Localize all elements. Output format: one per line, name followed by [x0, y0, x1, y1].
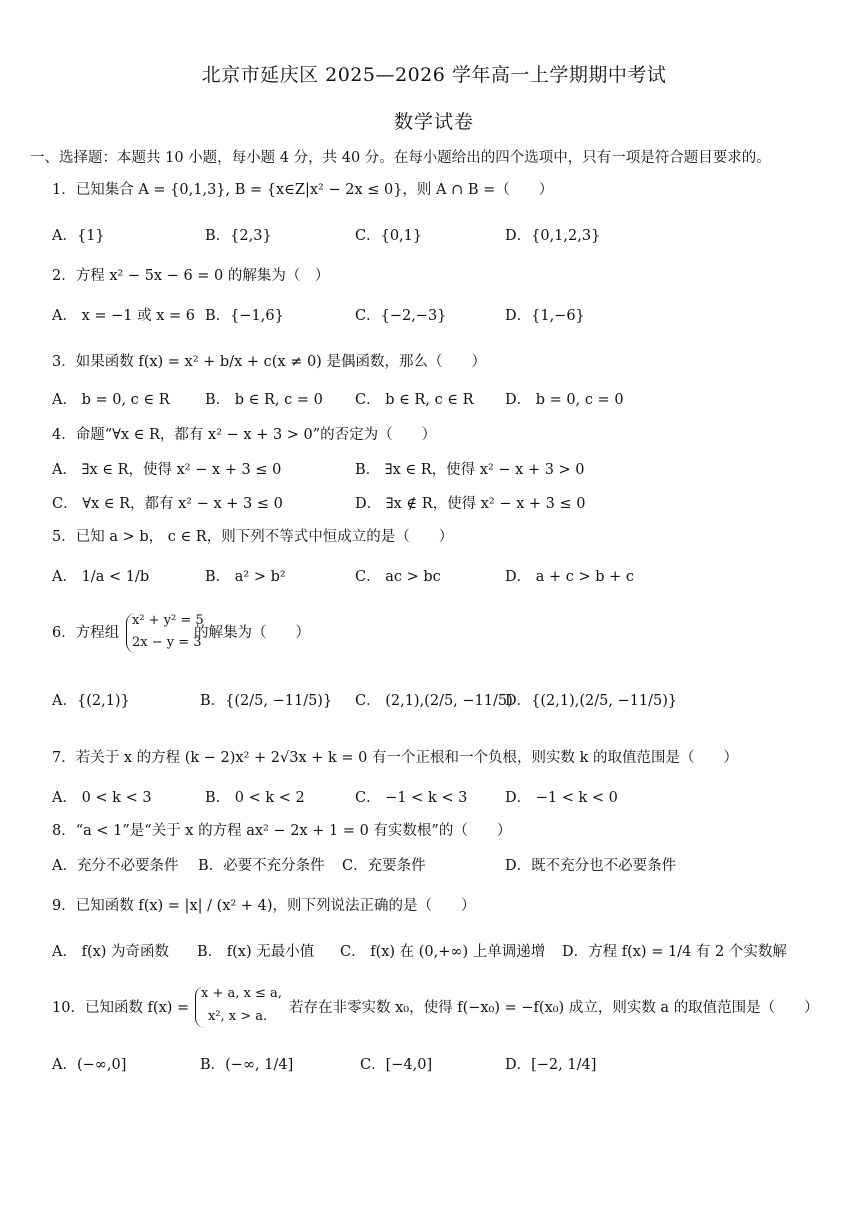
q8-option-a: A．充分不必要条件	[52, 858, 179, 874]
q6-option-b: B．{(2/5, −11/5)}	[200, 693, 333, 709]
q2-option-b: B．{−1,6}	[205, 308, 284, 324]
q2-option-d: D．{1,−6}	[505, 308, 585, 324]
q2-option-c: C．{−2,−3}	[355, 308, 447, 324]
exam-subtitle: 数学试卷	[393, 111, 474, 133]
question-2-stem: 2．方程 x² − 5x − 6 = 0 的解集为（ ）	[52, 268, 330, 284]
q3-option-b: B． b ∈ R, c = 0	[205, 392, 323, 408]
exam-title: 北京市延庆区 2025—2026 学年高一上学期期中考试	[201, 64, 667, 86]
q10-piece-2: x², x > a.	[208, 1009, 268, 1024]
q4-option-a: A． ∃x ∈ R，使得 x² − x + 3 ≤ 0	[52, 462, 282, 478]
q9-option-a: A． f(x) 为奇函数	[52, 944, 170, 960]
question-10-stem-post: 若存在非零实数 x₀，使得 f(−x₀) = −f(x₀) 成立，则实数 a 的取值范围是（ ）	[289, 1000, 819, 1016]
q7-option-d: D． −1 < k < 0	[505, 790, 618, 806]
question-4-stem: 4．命题“∀x ∈ R，都有 x² − x + 3 > 0”的否定为（ ）	[52, 427, 437, 443]
q1-option-c: C．{0,1}	[355, 228, 423, 244]
q4-option-d: D． ∃x ∉ R，使得 x² − x + 3 ≤ 0	[355, 496, 586, 512]
q4-option-c: C． ∀x ∈ R，都有 x² − x + 3 ≤ 0	[52, 496, 283, 512]
question-6-stem-pre: 6．方程组	[52, 625, 120, 641]
q10-option-b: B．(−∞, 1/4]	[200, 1057, 294, 1073]
q9-option-c: C． f(x) 在 (0,+∞) 上单调递增	[340, 944, 546, 960]
q6-option-c: C． (2,1),(2/5, −11/5)	[355, 693, 513, 709]
question-1-stem: 1．已知集合 A = {0,1,3}, B = {x∈Z|x² − 2x ≤ 0}，则 A ∩ B =（ ）	[52, 182, 554, 198]
q9-option-d: D．方程 f(x) = 1/4 有 2 个实数解	[562, 944, 787, 960]
question-7-stem: 7．若关于 x 的方程 (k − 2)x² + 2√3x + k = 0 有一个正根和一个负根，则实数 k 的取值范围是（ ）	[52, 750, 739, 766]
question-5-stem: 5．已知 a > b， c ∈ R，则下列不等式中恒成立的是（ ）	[52, 529, 454, 545]
q10-option-c: C．[−4,0]	[360, 1057, 433, 1073]
section-heading: 一、选择题：本题共 10 小题，每小题 4 分，共 40 分。在每小题给出的四个选项中，只有一项是符合题目要求的。	[30, 150, 771, 166]
q5-option-b: B． a² > b²	[205, 569, 286, 585]
q5-option-a: A． 1/a < 1/b	[52, 569, 150, 585]
q9-option-b: B． f(x) 无最小值	[197, 944, 315, 960]
q7-option-c: C． −1 < k < 3	[355, 790, 468, 806]
q5-option-c: C． ac > bc	[355, 569, 441, 585]
question-10-stem-pre: 10．已知函数 f(x) =	[52, 1000, 190, 1016]
q6-equation-1: x² + y² = 5	[132, 613, 204, 628]
question-6-stem-post: 的解集为（ ）	[194, 625, 310, 641]
q10-option-d: D．[−2, 1/4]	[505, 1057, 597, 1073]
q8-option-b: B．必要不充分条件	[198, 858, 325, 874]
q1-option-b: B．{2,3}	[205, 228, 272, 244]
q4-option-b: B． ∃x ∈ R，使得 x² − x + 3 > 0	[355, 462, 585, 478]
q10-piece-1: x + a, x ≤ a,	[201, 986, 282, 1001]
q6-equation-2: 2x − y = 3	[132, 635, 202, 650]
q3-option-a: A． b = 0, c ∈ R	[52, 392, 170, 408]
q7-option-b: B． 0 < k < 2	[205, 790, 305, 806]
q6-option-d: D．{(2,1),(2/5, −11/5)}	[505, 693, 678, 709]
q2-option-a: A． x = −1 或 x = 6	[52, 308, 195, 324]
question-8-stem: 8．“a < 1”是“关于 x 的方程 ax² − 2x + 1 = 0 有实数根”的（ ）	[52, 823, 512, 839]
q3-option-d: D． b = 0, c = 0	[505, 392, 624, 408]
q1-option-a: A．{1}	[52, 228, 105, 244]
q6-option-a: A．{(2,1)}	[52, 693, 130, 709]
q1-option-d: D．{0,1,2,3}	[505, 228, 601, 244]
question-3-stem: 3．如果函数 f(x) = x² + b/x + c(x ≠ 0) 是偶函数，那么（ ）	[52, 354, 486, 370]
q5-option-d: D． a + c > b + c	[505, 569, 635, 585]
q3-option-c: C． b ∈ R, c ∈ R	[355, 392, 474, 408]
question-9-stem: 9．已知函数 f(x) = |x| / (x² + 4)，则下列说法正确的是（ ）	[52, 898, 476, 914]
q8-option-c: C．充要条件	[342, 858, 426, 874]
q7-option-a: A． 0 < k < 3	[52, 790, 152, 806]
q8-option-d: D．既不充分也不必要条件	[505, 858, 677, 874]
q10-option-a: A．(−∞,0]	[52, 1057, 127, 1073]
